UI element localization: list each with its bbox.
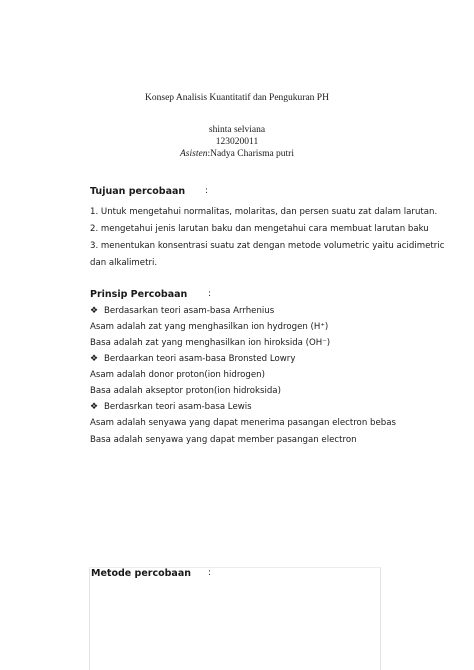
prinsip-item: ❖ Berdaarkan teori asam-basa Bronsted Lowry bbox=[90, 354, 296, 364]
diamond-bullet-icon: ❖ bbox=[90, 306, 99, 316]
tujuan-line: 1. Untuk mengetahui normalitas, molaritas, dan persen suatu zat dalam larutan. bbox=[90, 207, 438, 217]
author-name: shinta selviana bbox=[208, 125, 266, 135]
metode-heading: Metode percobaan bbox=[91, 568, 191, 579]
metode-colon: : bbox=[208, 568, 212, 578]
assistant-name: :Nadya Charisma putri bbox=[207, 149, 294, 159]
prinsip-item: Asam adalah zat yang menghasilkan ion hydrogen (H⁺) bbox=[90, 322, 329, 332]
tujuan-line: 2. mengetahui jenis larutan baku dan mengetahui cara membuat larutan baku bbox=[90, 224, 429, 234]
diamond-bullet-icon: ❖ bbox=[90, 402, 99, 412]
document-title: Konsep Analisis Kuantitatif dan Pengukuran PH bbox=[145, 93, 329, 103]
author-block bbox=[0, 124, 474, 160]
prinsip-item: Basa adalah senyawa yang dapat member pasangan electron bbox=[90, 435, 357, 445]
prinsip-item: ❖ Berdasrkan teori asam-basa Lewis bbox=[90, 402, 252, 412]
metode-box bbox=[89, 567, 381, 670]
tujuan-heading: Tujuan percobaan bbox=[90, 186, 186, 197]
assistant-label: Asisten bbox=[180, 149, 208, 159]
tujuan-colon: : bbox=[205, 186, 209, 196]
prinsip-item: Basa adalah akseptor proton(ion hidroksida) bbox=[90, 386, 281, 396]
prinsip-heading: Prinsip Percobaan bbox=[90, 289, 188, 300]
tujuan-line: 3. menentukan konsentrasi suatu zat dengan metode volumetric yaitu acidimetric bbox=[90, 241, 445, 251]
prinsip-item: ❖ Berdasarkan teori asam-basa Arrhenius bbox=[90, 306, 275, 316]
prinsip-item: Asam adalah donor proton(ion hidrogen) bbox=[90, 370, 265, 380]
tujuan-line: dan alkalimetri. bbox=[90, 258, 158, 268]
prinsip-item: Basa adalah zat yang menghasilkan ion hiroksida (OH⁻) bbox=[90, 338, 331, 348]
diamond-bullet-icon: ❖ bbox=[90, 354, 99, 364]
assistant-line bbox=[0, 148, 474, 160]
author-id: 123020011 bbox=[215, 137, 259, 147]
prinsip-item: Asam adalah senyawa yang dapat menerima pasangan electron bebas bbox=[90, 418, 396, 428]
prinsip-colon: : bbox=[208, 289, 212, 299]
